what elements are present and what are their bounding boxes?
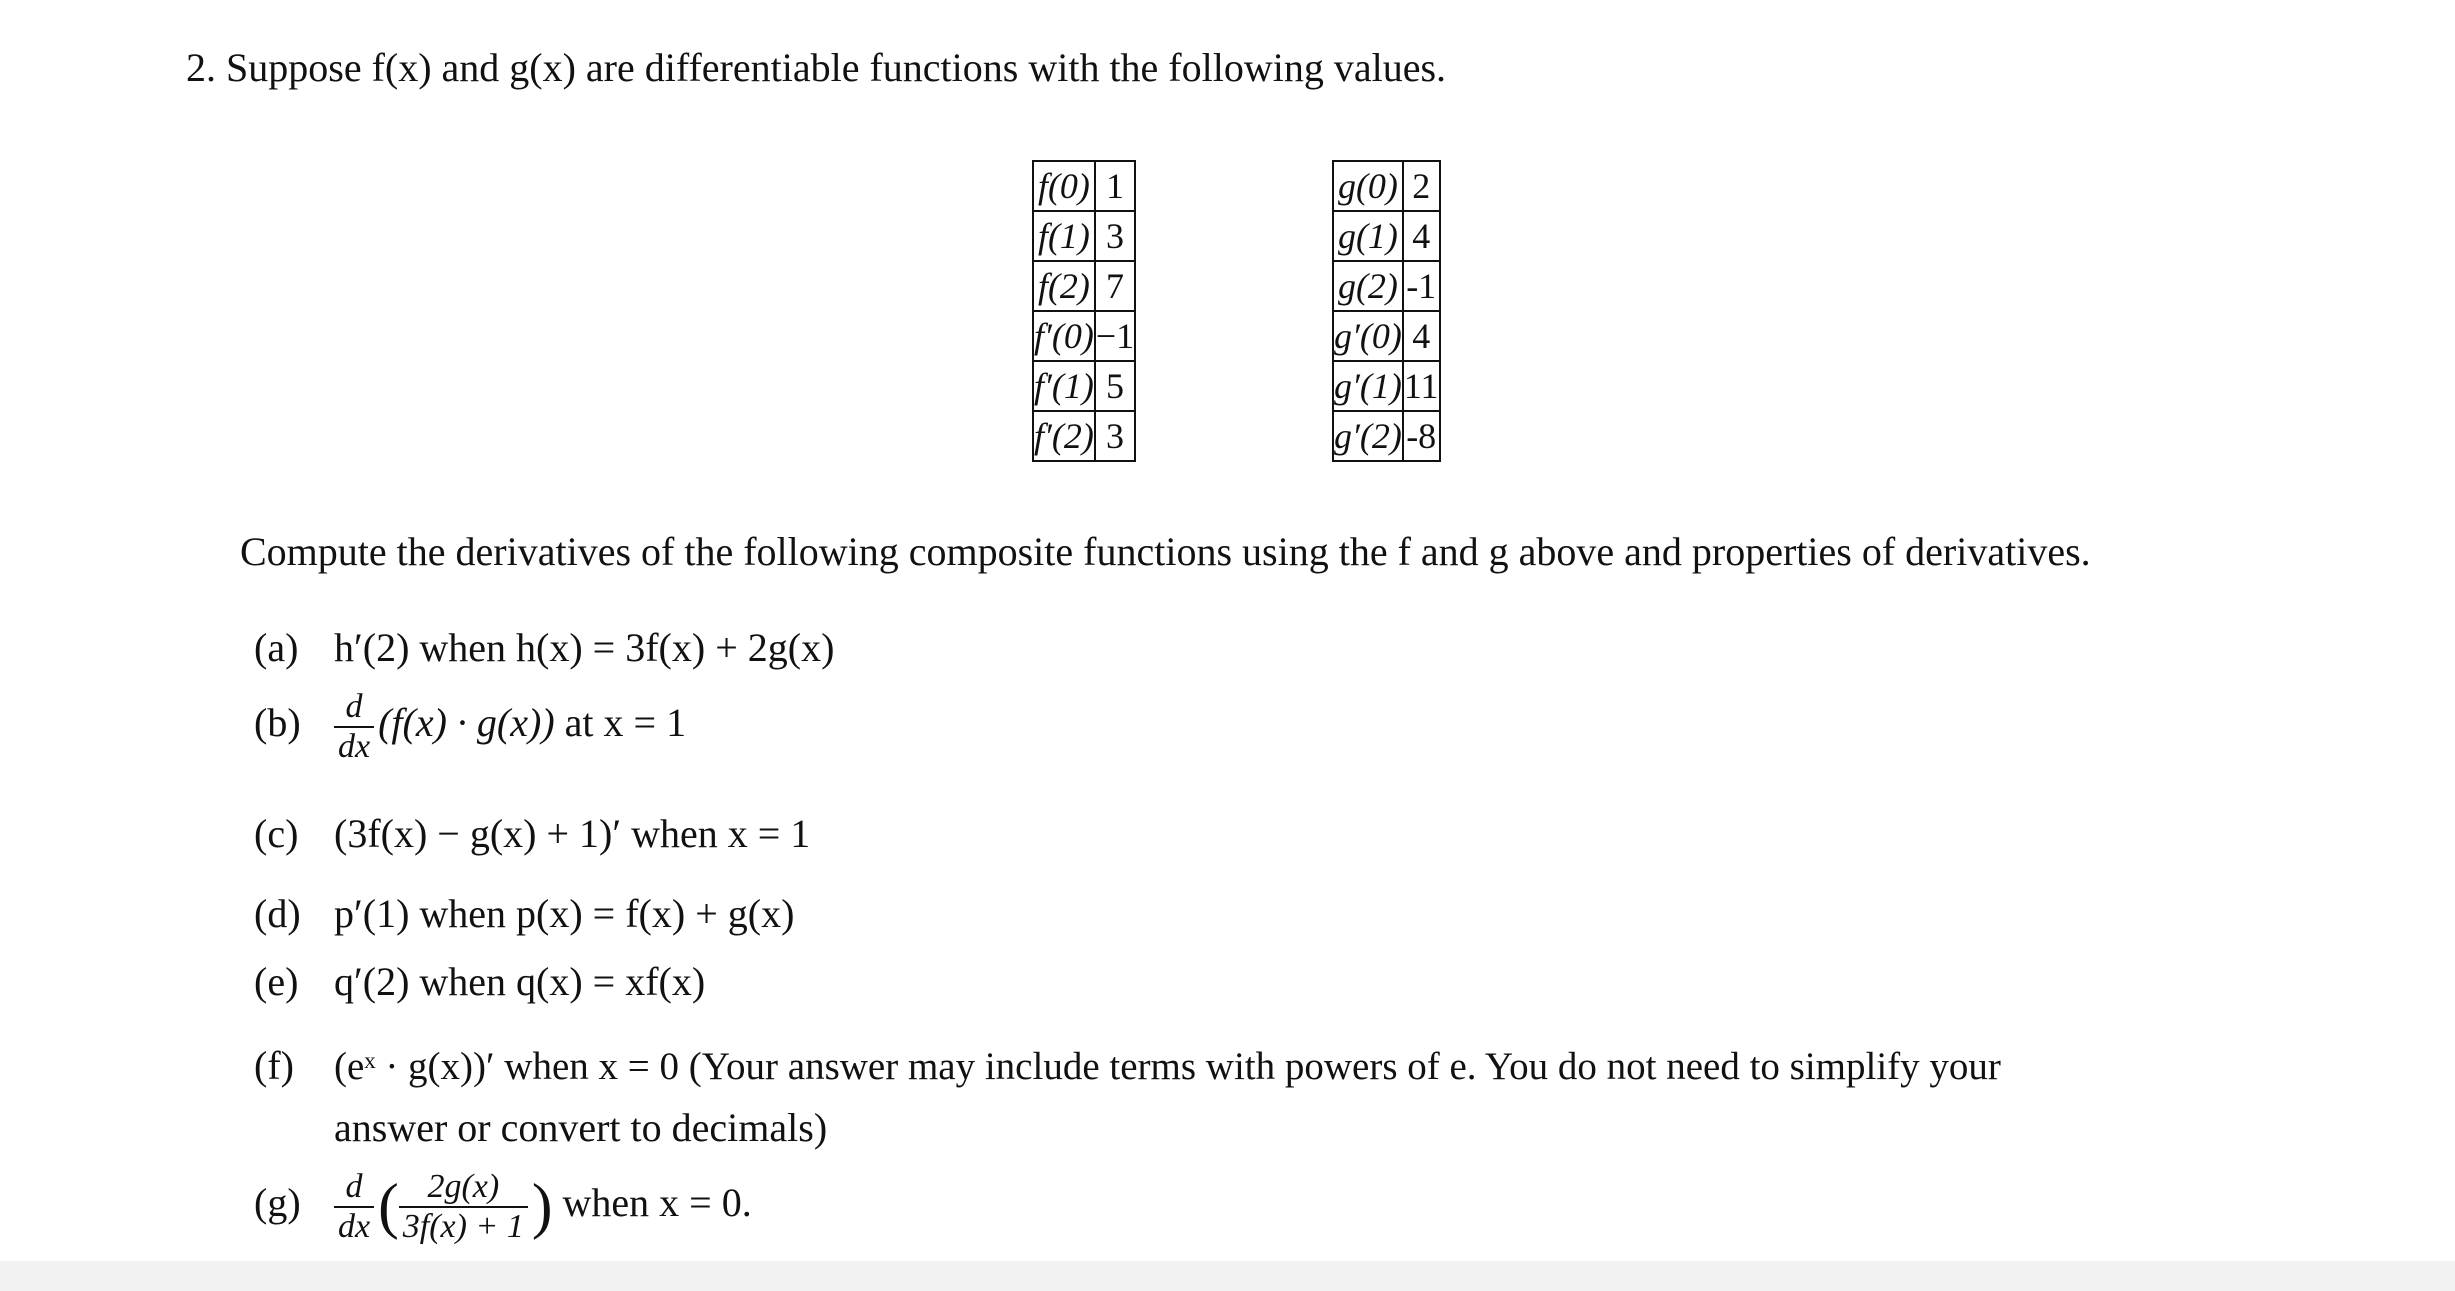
table-row — [1033, 411, 1135, 461]
f-value: 3 — [1095, 211, 1135, 261]
g-value: 4 — [1403, 211, 1440, 261]
f-value: 7 — [1095, 261, 1135, 311]
f-label: f′(2) — [1033, 411, 1095, 461]
part-f-continuation: answer or convert to decimals) — [334, 1105, 828, 1150]
part-label: (a) — [254, 625, 299, 670]
part-label: (e) — [254, 959, 299, 1004]
f-value: 3 — [1095, 411, 1135, 461]
table-row — [1333, 411, 1440, 461]
table-row — [1333, 261, 1440, 311]
right-paren: ) — [531, 1172, 553, 1241]
instructions: Compute the derivatives of the following composite functions using the f and g above and properties of derivatives. — [240, 529, 2091, 574]
derivative-operator — [334, 688, 374, 766]
table-row — [1033, 311, 1135, 361]
g-label: g′(0) — [1333, 311, 1403, 361]
g-label: g(0) — [1333, 161, 1403, 211]
f-value: 1 — [1095, 161, 1135, 211]
problem-text: Suppose f(x) and g(x) are differentiable functions with the following values. — [226, 45, 1447, 90]
f-label: f(0) — [1033, 161, 1095, 211]
f-label: f(1) — [1033, 211, 1095, 261]
g-value: 2 — [1403, 161, 1440, 211]
problem-number: 2. — [186, 45, 216, 90]
f-label: f′(1) — [1033, 361, 1095, 411]
part-expression: (3f(x) − g(x) + 1)′ when x = 1 — [334, 811, 811, 856]
table-row — [1033, 361, 1135, 411]
g-label: g′(1) — [1333, 361, 1403, 411]
fraction-numerator: d — [334, 688, 374, 728]
part-expression: p′(1) when p(x) = f(x) + g(x) — [334, 891, 795, 936]
f-value: −1 — [1095, 311, 1135, 361]
part-label: (g) — [254, 1180, 301, 1226]
part-condition: at x = 1 — [564, 700, 687, 746]
f-label: f(2) — [1033, 261, 1095, 311]
part-d — [254, 890, 794, 937]
bottom-strip — [0, 1261, 2455, 1291]
table-row — [1033, 161, 1135, 211]
fraction-denominator: dx — [338, 1208, 371, 1245]
part-expression: q′(2) when q(x) = xf(x) — [334, 959, 706, 1004]
f-values-table — [1032, 160, 1136, 462]
part-label: (d) — [254, 891, 301, 936]
g-value: -8 — [1403, 411, 1440, 461]
part-label: (f) — [254, 1043, 294, 1088]
g-value: -1 — [1403, 261, 1440, 311]
part-g — [254, 1168, 752, 1246]
fraction-numerator: 2g(x) — [399, 1168, 528, 1208]
part-condition: when x = 0. — [562, 1180, 752, 1226]
g-value: 11 — [1403, 361, 1440, 411]
table-row — [1033, 261, 1135, 311]
part-c — [254, 810, 810, 857]
table-row — [1333, 211, 1440, 261]
part-f — [254, 1042, 2001, 1089]
part-expression: (f(x) · g(x)) — [378, 700, 555, 746]
part-b — [254, 688, 686, 766]
g-value: 4 — [1403, 311, 1440, 361]
g-values-table — [1332, 160, 1441, 462]
problem-statement — [186, 44, 1446, 91]
part-e — [254, 958, 705, 1005]
part-label: (c) — [254, 811, 299, 856]
left-paren: ( — [378, 1172, 399, 1241]
quotient-fraction — [399, 1168, 528, 1246]
g-label: g(2) — [1333, 261, 1403, 311]
table-row — [1033, 211, 1135, 261]
table-row — [1333, 311, 1440, 361]
fraction-denominator: dx — [338, 728, 371, 765]
g-label: g′(2) — [1333, 411, 1403, 461]
f-value: 5 — [1095, 361, 1135, 411]
g-label: g(1) — [1333, 211, 1403, 261]
fraction-denominator: 3f(x) + 1 — [402, 1208, 524, 1245]
table-row — [1333, 361, 1440, 411]
part-expression: (eˣ · g(x))′ when x = 0 (Your answer may include terms with powers of e. You do not need to simplify your — [334, 1045, 2001, 1088]
part-a — [254, 624, 834, 671]
derivative-operator — [334, 1168, 374, 1246]
f-label: f′(0) — [1033, 311, 1095, 361]
part-expression: h′(2) when h(x) = 3f(x) + 2g(x) — [334, 625, 835, 670]
table-row — [1333, 161, 1440, 211]
part-label: (b) — [254, 700, 301, 746]
fraction-numerator: d — [334, 1168, 374, 1208]
